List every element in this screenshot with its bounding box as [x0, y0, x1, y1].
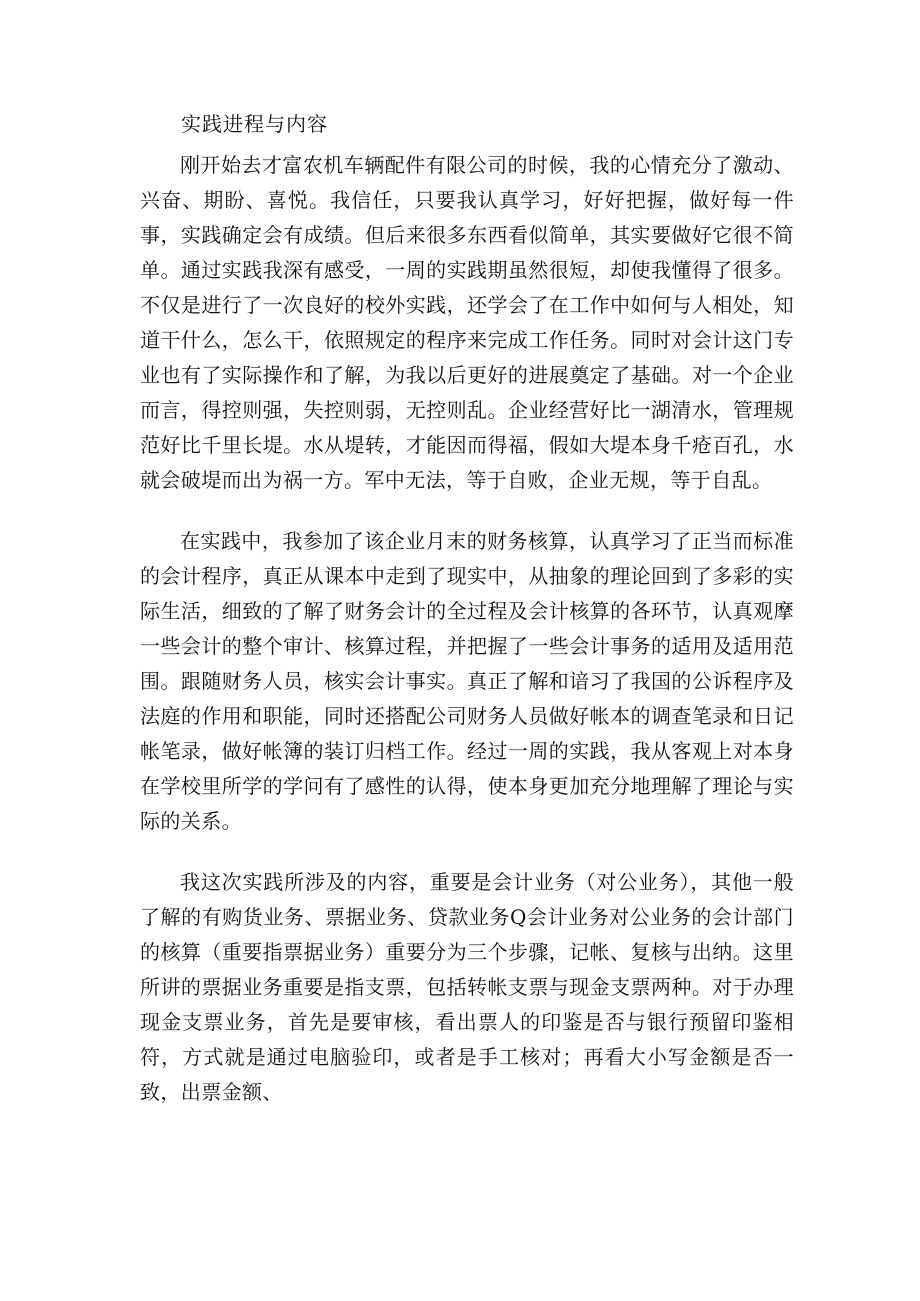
paragraph-2: 在实践中，我参加了该企业月末的财务核算，认真学习了正当而标准的会计程序，真正从课本中走到了现实中，从抽象的理论回到了多彩的实际生活，细致的了解了财务会计的全过程及会计核算的各环节，认真观摩一些会计的整个审计、核算过程，并把握了一些会计事务的适用及适用范围。跟随财务人员，核实会计事实。真正了解和谙习了我国的公诉程序及法庭的作用和职能，同时还搭配公司财务人员做好帐本的调查笔录和日记帐笔录，做好帐簿的装订归档工作。经过一周的实践，我从客观上对本身在学校里所学的学问有了感性的认得，使本身更加充分地理解了理论与实际的关系。	[140, 529, 794, 833]
document-body	[140, 148, 794, 1136]
paragraph-1: 刚开始去才富农机车辆配件有限公司的时候，我的心情充分了激动、兴奋、期盼、喜悦。我信任，只要我认真学习，好好把握，做好每一件事，实践确定会有成绩。但后来很多东西看似简单，其实要做好它很不简单。通过实践我深有感受，一周的实践期虽然很短，却使我懂得了很多。不仅是进行了一次良好的校外实践，还学会了在工作中如何与人相处，知道干什么，怎么干，依照规定的程序来完成工作任务。同时对会计这门专业也有了实际操作和了解，为我以后更好的进展奠定了基础。对一个企业而言，得控则强，失控则弱，无控则乱。企业经营好比一湖清水，管理规范好比千里长堤。水从堤转，才能因而得福，假如大堤本身千疮百孔，水就会破堤而出为祸一方。军中无法，等于自败，企业无规，等于自乱。	[140, 153, 794, 492]
paragraph-3: 我这次实践所涉及的内容，重要是会计业务（对公业务），其他一般了解的有购货业务、票据业务、贷款业务Q会计业务对公业务的会计部门的核算（重要指票据业务）重要分为三个步骤，记帐、复核与出纳。这里所讲的票据业务重要是指支票，包括转帐支票与现金支票两种。对于办理现金支票业务，首先是要审核，看出票人的印鉴是否与银行预留印鉴相符，方式就是通过电脑验印，或者是手工核对；再看大小写金额是否一致，出票金额、	[140, 870, 794, 1104]
section-heading: 实践进程与内容	[181, 112, 328, 136]
